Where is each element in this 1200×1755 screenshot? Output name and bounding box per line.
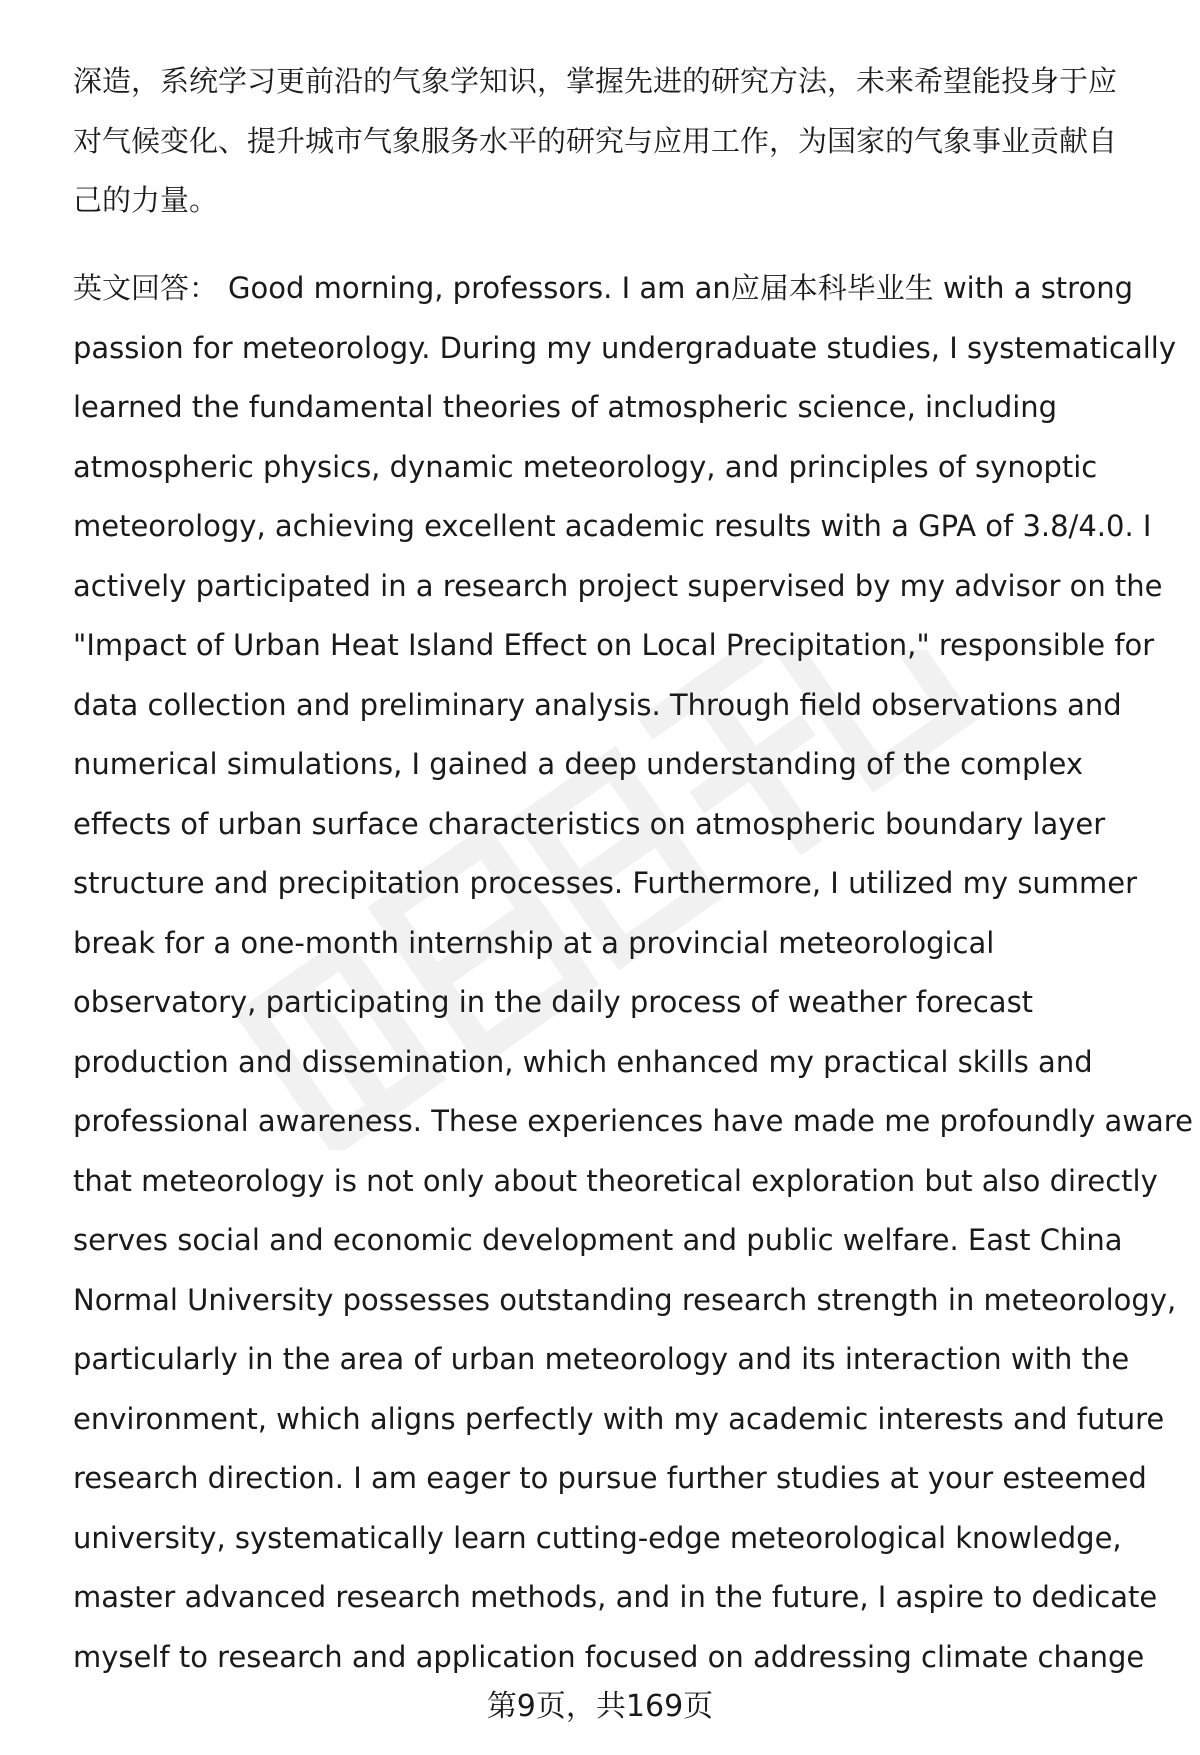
paragraph-line bbox=[73, 259, 1153, 319]
paragraph-line: effects of urban surface characteristics on atmospheric boundary layer bbox=[73, 806, 1106, 841]
answer-label: 英文回答： bbox=[73, 271, 219, 305]
paragraph-line: data collection and preliminary analysis. Through field observations and bbox=[73, 687, 1122, 722]
paragraph-line: Normal University possesses outstanding research strength in meteorology, bbox=[73, 1282, 1177, 1317]
paragraph-line: structure and precipitation processes. Furthermore, I utilized my summer bbox=[73, 866, 1138, 900]
english-answer-paragraph bbox=[73, 259, 1193, 1687]
paragraph-line: 深造，系统学习更前沿的气象学知识，掌握先进的研究方法，未来希望能投身于应 bbox=[73, 64, 1118, 98]
paragraph-line: "Impact of Urban Heat Island Effect on Local Precipitation," responsible for bbox=[73, 628, 1155, 662]
paragraph-line: passion for meteorology. During my undergraduate studies, I systematically bbox=[73, 330, 1176, 365]
paragraph-line: break for a one-month internship at a provincial meteorological bbox=[73, 925, 995, 960]
paragraph-line: 对气候变化、提升城市气象服务水平的研究与应用工作，为国家的气象事业贡献自 bbox=[73, 123, 1118, 158]
paragraph-line: atmospheric physics, dynamic meteorology, and principles of synoptic bbox=[73, 449, 1098, 484]
chinese-paragraph bbox=[73, 52, 1153, 231]
paragraph-line: meteorology, achieving excellent academic results with a GPA of 3.8/4.0. I bbox=[73, 509, 1152, 543]
paragraph-line: actively participated in a research project supervised by my advisor on the bbox=[73, 568, 1163, 603]
paragraph-line: numerical simulations, I gained a deep understanding of the complex bbox=[73, 747, 1084, 781]
paragraph-line: myself to research and application focused on addressing climate change bbox=[73, 1639, 1145, 1674]
paragraph-line: professional awareness. These experiences have made me profoundly aware bbox=[73, 1104, 1193, 1138]
answer-line-text: Good morning, professors. I am an应届本科毕业生 with a strong bbox=[228, 271, 1133, 305]
paragraph-line: production and dissemination, which enhanced my practical skills and bbox=[73, 1044, 1093, 1079]
page-number: 第9页，共169页 bbox=[486, 1689, 714, 1724]
paragraph-line: 己的力量。 bbox=[73, 183, 219, 217]
paragraph-line: that meteorology is not only about theoretical exploration but also directly bbox=[73, 1163, 1158, 1198]
paragraph-line: university, systematically learn cutting-edge meteorological knowledge, bbox=[73, 1520, 1122, 1555]
paragraph-line: particularly in the area of urban meteorology and its interaction with the bbox=[73, 1342, 1130, 1376]
paragraph-line: serves social and economic development and public welfare. East China bbox=[73, 1223, 1123, 1257]
paragraph-line: learned the fundamental theories of atmospheric science, including bbox=[73, 390, 1058, 424]
paragraph-line: master advanced research methods, and in the future, I aspire to dedicate bbox=[73, 1580, 1158, 1614]
paragraph-line: observatory, participating in the daily process of weather forecast bbox=[73, 985, 1034, 1019]
paragraph-line: research direction. I am eager to pursue further studies at your esteemed bbox=[73, 1461, 1147, 1495]
paragraph-line: environment, which aligns perfectly with my academic interests and future bbox=[73, 1401, 1165, 1436]
